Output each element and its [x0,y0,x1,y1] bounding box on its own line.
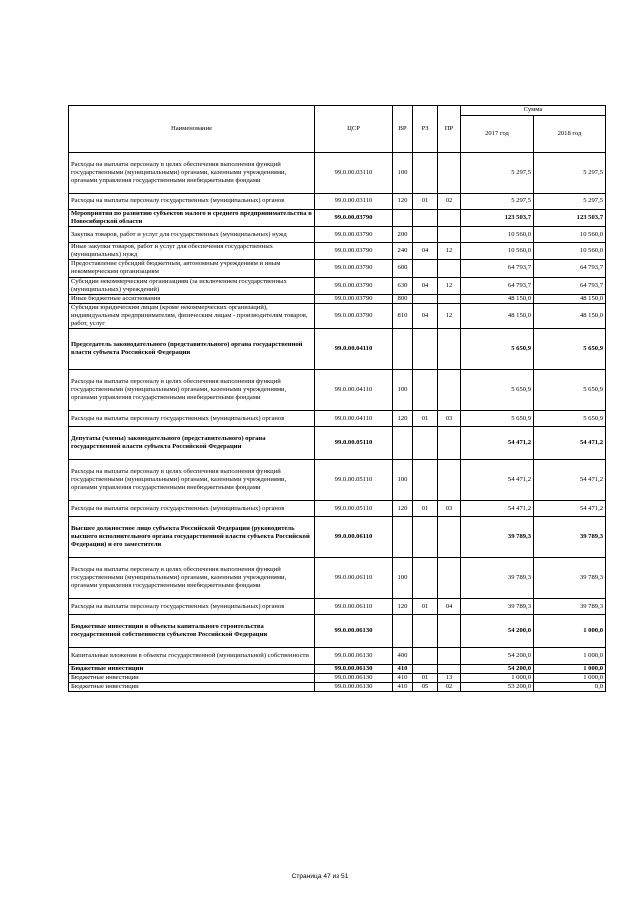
row-pr-cell: 13 [438,674,461,683]
row-rz-cell [413,558,438,599]
row-vr-cell: 120 [393,411,413,427]
row-vr-cell: 410 [393,674,413,683]
row-name-cell: Предоставление субсидий бюджетным, автономным учреждениям и иным некоммерческим организациям [69,260,315,277]
row-sum-2018-cell: 1 000,0 [534,615,606,648]
row-csr-cell: 99.0.00.06110 [315,558,393,599]
row-sum-2018-cell: 39 789,3 [534,558,606,599]
row-sum-2018-cell: 5 650,9 [534,370,606,411]
row-sum-2018-cell: 5 297,5 [534,153,606,194]
row-sum-2018-cell: 123 503,7 [534,210,606,227]
table-row [69,665,606,674]
row-rz-cell: 01 [413,411,438,427]
row-name-cell: Мероприятия по развитию субъектов малого и среднего предпринимательства в Новосибирской области [69,210,315,227]
table-row [69,411,606,427]
row-csr-cell: 99.0.00.03790 [315,303,393,328]
row-name-cell: Бюджетные инвестиции [69,665,315,674]
row-name-cell: Закупка товаров, работ и услуг для государственных (муниципальных) нужд [69,227,315,243]
row-name-cell: Расходы на выплаты персоналу государственных (муниципальных) органов [69,599,315,615]
row-sum-2017-cell: 54 471,2 [461,501,534,517]
row-rz-cell [413,294,438,303]
row-csr-cell: 99.0.00.05110 [315,427,393,460]
table-row [69,370,606,411]
row-sum-2017-cell: 5 297,5 [461,153,534,194]
row-vr-cell: 400 [393,648,413,665]
row-vr-cell: 100 [393,558,413,599]
row-sum-2017-cell: 1 000,0 [461,674,534,683]
row-sum-2017-cell: 39 789,3 [461,558,534,599]
row-csr-cell: 99.0.00.05110 [315,501,393,517]
row-sum-2018-cell: 1 000,0 [534,648,606,665]
header-rz: РЗ [413,106,438,153]
table-row [69,674,606,683]
row-rz-cell [413,460,438,501]
row-sum-2017-cell: 53 200,0 [461,683,534,692]
row-rz-cell [413,210,438,227]
row-pr-cell [438,427,461,460]
row-csr-cell: 99.0.00.04110 [315,370,393,411]
row-sum-2018-cell: 5 297,5 [534,194,606,210]
row-pr-cell: 04 [438,599,461,615]
row-sum-2017-cell: 39 789,3 [461,599,534,615]
row-pr-cell [438,210,461,227]
table-row [69,427,606,460]
table-row [69,303,606,328]
row-vr-cell: 410 [393,683,413,692]
row-csr-cell: 99.0.00.03110 [315,153,393,194]
row-csr-cell: 99.0.00.03110 [315,194,393,210]
row-sum-2017-cell: 10 560,0 [461,227,534,243]
row-name-cell: Капитальные вложения в объекты государственной (муниципальной) собственности [69,648,315,665]
table-row [69,517,606,558]
row-name-cell: Субсидии некоммерческим организациям (за исключением государственных (муниципальных) учреждений) [69,277,315,294]
row-sum-2017-cell: 54 471,2 [461,460,534,501]
row-name-cell: Расходы на выплаты персоналу государственных (муниципальных) органов [69,411,315,427]
table-row [69,648,606,665]
row-pr-cell: 02 [438,683,461,692]
budget-table [68,105,606,692]
row-sum-2017-cell: 54 200,0 [461,648,534,665]
row-pr-cell [438,460,461,501]
row-csr-cell: 99.0.00.03790 [315,277,393,294]
row-pr-cell [438,294,461,303]
row-pr-cell: 02 [438,194,461,210]
row-csr-cell: 99.0.00.06130 [315,674,393,683]
row-name-cell: Бюджетные инвестиции [69,674,315,683]
row-sum-2018-cell: 48 150,0 [534,294,606,303]
table-row [69,501,606,517]
row-pr-cell: 12 [438,277,461,294]
table-row [69,210,606,227]
row-pr-cell [438,153,461,194]
row-csr-cell: 99.0.00.03790 [315,243,393,260]
row-name-cell: Расходы на выплаты персоналу государственных (муниципальных) органов [69,501,315,517]
row-vr-cell [393,615,413,648]
row-vr-cell: 800 [393,294,413,303]
table-row [69,277,606,294]
page-number: Страница 47 из 51 [291,873,349,880]
table-row [69,599,606,615]
row-rz-cell: 04 [413,303,438,328]
row-vr-cell: 200 [393,227,413,243]
row-csr-cell: 99.0.00.04110 [315,329,393,370]
row-rz-cell [413,153,438,194]
row-pr-cell: 03 [438,411,461,427]
row-pr-cell: 12 [438,243,461,260]
row-pr-cell: 03 [438,501,461,517]
row-name-cell: Иные бюджетные ассигнования [69,294,315,303]
table-row [69,615,606,648]
row-pr-cell [438,329,461,370]
row-sum-2018-cell: 10 560,0 [534,243,606,260]
row-csr-cell: 99.0.00.06130 [315,648,393,665]
row-pr-cell [438,260,461,277]
row-sum-2017-cell: 5 297,5 [461,194,534,210]
header-vr: ВР [393,106,413,153]
table-row [69,683,606,692]
row-sum-2018-cell: 39 789,3 [534,599,606,615]
row-name-cell: Депутаты (члены) законодательного (представительного) органа государственной власти субъекта Российской Федерации [69,427,315,460]
header-year-2018: 2018 год [534,116,606,153]
row-rz-cell [413,227,438,243]
row-rz-cell [413,648,438,665]
row-rz-cell [413,329,438,370]
row-name-cell: Расходы на выплаты персоналу в целях обеспечения выполнения функций государственными (муниципальными) органами, казенными учреждениями, органами управления государственными внебюджетными фондами [69,460,315,501]
row-name-cell: Председатель законодательного (представительного) органа государственной власти субъекта Российской Федерации [69,329,315,370]
row-sum-2017-cell: 64 793,7 [461,260,534,277]
row-name-cell: Субсидии юридическим лицам (кроме некоммерческих организаций), индивидуальным предпринимателям, физическим лицам - производителям товаров, работ, услуг [69,303,315,328]
row-csr-cell: 99.0.00.06110 [315,517,393,558]
row-sum-2018-cell: 64 793,7 [534,260,606,277]
row-sum-2017-cell: 5 650,9 [461,370,534,411]
table-body [69,153,606,692]
row-csr-cell: 99.0.00.03790 [315,227,393,243]
row-sum-2018-cell: 5 650,9 [534,329,606,370]
table-row [69,294,606,303]
row-csr-cell: 99.0.00.03790 [315,294,393,303]
table-row [69,558,606,599]
row-name-cell: Расходы на выплаты персоналу в целях обеспечения выполнения функций государственными (муниципальными) органами, казенными учреждениями, органами управления государственными внебюджетными фондами [69,153,315,194]
row-pr-cell: 12 [438,303,461,328]
row-sum-2018-cell: 39 789,3 [534,517,606,558]
row-sum-2018-cell: 54 471,2 [534,460,606,501]
row-sum-2017-cell: 48 150,0 [461,303,534,328]
row-rz-cell [413,615,438,648]
row-rz-cell: 01 [413,674,438,683]
row-sum-2017-cell: 5 650,9 [461,411,534,427]
row-sum-2018-cell: 5 650,9 [534,411,606,427]
row-csr-cell: 99.0.00.03790 [315,260,393,277]
row-pr-cell [438,370,461,411]
row-sum-2017-cell: 10 560,0 [461,243,534,260]
row-rz-cell [413,260,438,277]
table-row [69,329,606,370]
row-rz-cell [413,427,438,460]
row-vr-cell: 120 [393,501,413,517]
row-sum-2017-cell: 64 793,7 [461,277,534,294]
row-vr-cell: 810 [393,303,413,328]
row-pr-cell [438,227,461,243]
row-sum-2018-cell: 1 000,0 [534,665,606,674]
row-sum-2018-cell: 54 471,2 [534,427,606,460]
header-csr: ЦСР [315,106,393,153]
row-name-cell: Бюджетные инвестиции [69,683,315,692]
row-sum-2017-cell: 54 200,0 [461,665,534,674]
row-vr-cell: 100 [393,370,413,411]
row-rz-cell: 01 [413,599,438,615]
row-rz-cell: 05 [413,683,438,692]
table-row [69,460,606,501]
row-csr-cell: 99.0.00.05110 [315,460,393,501]
row-rz-cell [413,517,438,558]
row-vr-cell [393,517,413,558]
row-rz-cell: 04 [413,277,438,294]
row-sum-2017-cell: 54 471,2 [461,427,534,460]
table-row [69,243,606,260]
row-csr-cell: 99.0.00.04110 [315,411,393,427]
row-csr-cell: 99.0.00.06130 [315,615,393,648]
header-pr: ПР [438,106,461,153]
row-vr-cell [393,210,413,227]
row-sum-2018-cell: 10 560,0 [534,227,606,243]
row-name-cell: Расходы на выплаты персоналу в целях обеспечения выполнения функций государственными (муниципальными) органами, казенными учреждениями, органами управления государственными внебюджетными фондами [69,370,315,411]
header-year-2017: 2017 год [461,116,534,153]
row-name-cell: Иные закупки товаров, работ и услуг для обеспечения государственных (муниципальных) нужд [69,243,315,260]
row-pr-cell [438,665,461,674]
table-row [69,260,606,277]
row-vr-cell: 240 [393,243,413,260]
row-name-cell: Высшее должностное лицо субъекта Российской Федерации (руководитель высшего исполнительного органа государственной власти субъекта Российской Федерации) и его заместители [69,517,315,558]
header-sum: Сумма [461,106,606,116]
row-rz-cell: 01 [413,501,438,517]
row-sum-2018-cell: 64 793,7 [534,277,606,294]
table-row [69,194,606,210]
row-vr-cell: 600 [393,260,413,277]
row-sum-2017-cell: 39 789,3 [461,517,534,558]
table-row [69,227,606,243]
row-rz-cell: 01 [413,194,438,210]
row-pr-cell [438,615,461,648]
row-csr-cell: 99.0.00.06110 [315,599,393,615]
table-row [69,153,606,194]
row-vr-cell [393,427,413,460]
row-vr-cell: 100 [393,460,413,501]
row-sum-2017-cell: 54 200,0 [461,615,534,648]
row-vr-cell: 410 [393,665,413,674]
row-name-cell: Бюджетные инвестиции в объекты капитального строительства государственной собственности субъектов Российской Федерации [69,615,315,648]
row-csr-cell: 99.0.00.06130 [315,665,393,674]
row-pr-cell [438,558,461,599]
row-pr-cell [438,648,461,665]
row-pr-cell [438,517,461,558]
row-vr-cell: 630 [393,277,413,294]
row-rz-cell [413,665,438,674]
row-sum-2018-cell: 0,0 [534,683,606,692]
row-rz-cell [413,370,438,411]
row-vr-cell: 120 [393,194,413,210]
row-csr-cell: 99.0.00.03790 [315,210,393,227]
row-vr-cell: 100 [393,153,413,194]
row-vr-cell: 120 [393,599,413,615]
row-sum-2018-cell: 1 000,0 [534,674,606,683]
row-vr-cell [393,329,413,370]
row-sum-2017-cell: 123 503,7 [461,210,534,227]
row-name-cell: Расходы на выплаты персоналу в целях обеспечения выполнения функций государственными (муниципальными) органами, казенными учреждениями, органами управления государственными внебюджетными фондами [69,558,315,599]
row-name-cell: Расходы на выплаты персоналу государственных (муниципальных) органов [69,194,315,210]
header-name: Наименование [69,106,315,153]
row-rz-cell: 04 [413,243,438,260]
row-sum-2017-cell: 48 150,0 [461,294,534,303]
row-csr-cell: 99.0.00.06130 [315,683,393,692]
row-sum-2018-cell: 48 150,0 [534,303,606,328]
row-sum-2017-cell: 5 650,9 [461,329,534,370]
row-sum-2018-cell: 54 471,2 [534,501,606,517]
